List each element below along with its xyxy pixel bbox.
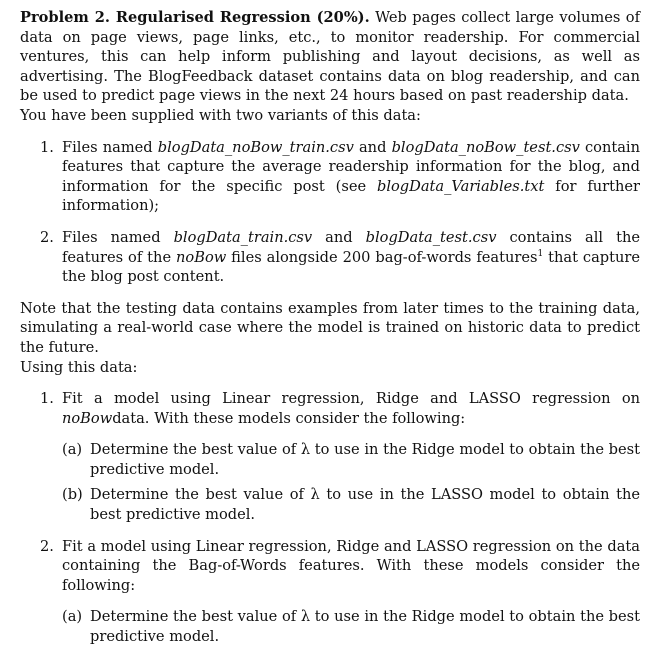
item-text: contains all the features of the <box>62 228 640 266</box>
variants-list <box>20 138 640 287</box>
task-text: data. With these models consider the following: <box>112 409 466 427</box>
filename: blogData_test.csv <box>365 228 497 246</box>
list-number: 2. <box>40 537 54 555</box>
subtask-text: Determine the best value of λ to use in the LASSO model to obtain the best predictive model. <box>90 486 640 524</box>
using-text: Using this data: <box>20 358 138 376</box>
item-text: files alongside 200 bag-of-words features <box>226 248 538 266</box>
subtask-number: (a) <box>62 608 83 626</box>
subtask-number: (a) <box>62 441 83 459</box>
intro-text: Web pages collect large volumes of data on page views, page links, etc., to monitor readership. For commercial ventures, this can help inform publishing and layout decisions, as well as advertising. The BlogFeedback dataset contains data on blog readership, and can be used to predict page views in the next 24 hours based on past readership data. <box>20 9 640 105</box>
emphasis: noBow <box>62 409 113 427</box>
subtask-item <box>62 440 640 479</box>
supplied-text: You have been supplied with two variants of this data: <box>20 106 421 124</box>
subtask-item <box>62 607 640 646</box>
subtask-text: Determine the best value of λ to use in the Ridge model to obtain the best predictive model. <box>90 441 640 478</box>
footnote-marker: 1 <box>537 248 544 259</box>
task-item <box>20 389 640 525</box>
subtask-list <box>62 440 640 524</box>
list-number: 2. <box>40 228 54 246</box>
list-item <box>20 138 640 216</box>
item-text: Files named <box>62 228 174 246</box>
task-item <box>20 537 640 647</box>
list-number: 1. <box>40 390 54 408</box>
item-text: and <box>353 138 392 156</box>
filename: blogData_train.csv <box>173 228 313 246</box>
task-text: Fit a model using Linear regression, Ridge and LASSO regression on <box>62 390 640 408</box>
task-text: Fit a model using Linear regression, Ridge and LASSO regression on the data containing the Bag-of-Words features. With these models consider the following: <box>62 537 640 594</box>
item-text: and <box>312 228 366 246</box>
filename: blogData_noBow_train.csv <box>157 138 354 156</box>
item-text: contain features that capture the average readership information for the blog, and information for the specific post (see <box>62 138 640 195</box>
item-text: for further information); <box>62 177 640 215</box>
list-number: 1. <box>40 138 54 156</box>
list-item <box>20 228 640 287</box>
problem-intro <box>20 8 640 106</box>
subtask-text: Determine the best value of λ to use in the Ridge model to obtain the best predictive model. <box>90 608 640 646</box>
subtask-list <box>62 607 640 646</box>
tasks-list <box>20 389 640 647</box>
note-text: Note that the testing data contains examples from later times to the training data, simulating a real-world case where the model is trained on historic data to predict the future. <box>20 299 640 356</box>
filename: noBow <box>176 248 227 266</box>
item-text: that capture the blog post content. <box>62 248 640 286</box>
filename: blogData_noBow_test.csv <box>391 138 580 156</box>
problem-heading: Problem 2. Regularised Regression (20%). <box>20 9 370 26</box>
subtask-number: (b) <box>62 486 83 504</box>
item-text: Files named <box>62 138 158 156</box>
subtask-item <box>62 485 640 524</box>
filename: blogData_Variables.txt <box>377 177 545 195</box>
